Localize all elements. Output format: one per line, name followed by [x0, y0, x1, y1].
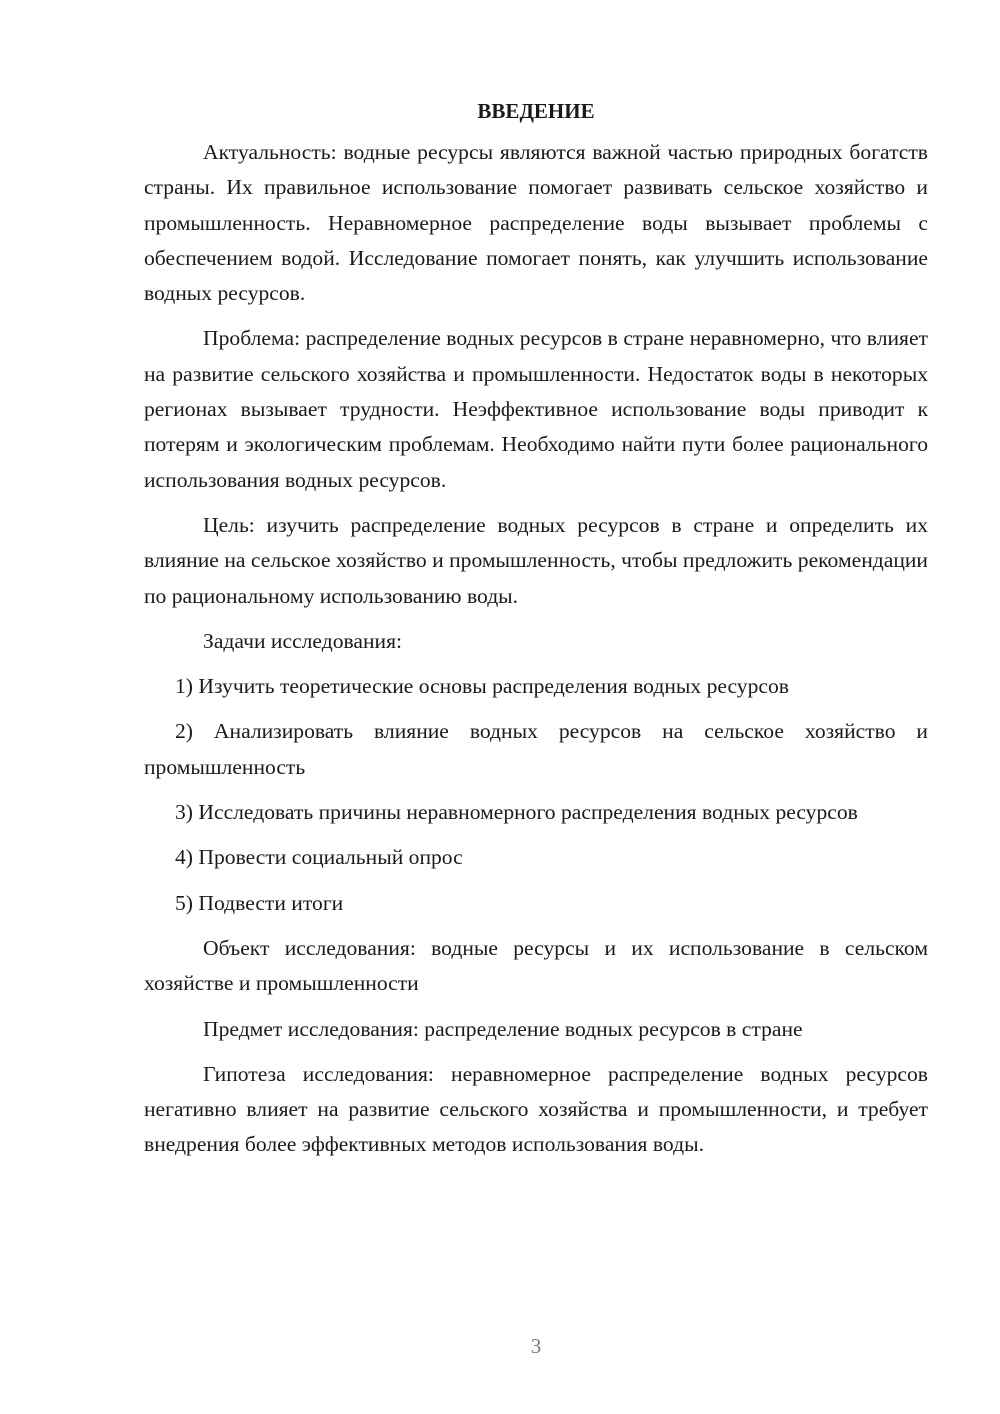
task-item-5: 5) Подвести итоги — [175, 890, 344, 915]
task-item-4: 4) Провести социальный опрос — [175, 845, 463, 870]
task-item-3: 3) Исследовать причины неравномерного распределения водных ресурсов — [175, 800, 858, 825]
paragraph-relevance: Актуальность: водные ресурсы являются важной частью природных богатств страны. Их правильное использование помогает развивать сельское хозяйство и промышленность. Неравномерное распределение воды вызывает проблемы с обеспечением водой. Исследование помогает понять, как улучшить использование водных ресурсов. — [144, 140, 928, 306]
paragraph-object: Объект исследования: водные ресурсы и их использование в сельском хозяйстве и промышленности — [144, 935, 928, 996]
paragraph-hypothesis: Гипотеза исследования: неравномерное распределение водных ресурсов негативно влияет на развитие сельского хозяйства и промышленности, и требует внедрения более эффективных методов использования воды. — [144, 1061, 928, 1157]
paragraph-problem: Проблема: распределение водных ресурсов в стране неравномерно, что влияет на развитие сельского хозяйства и промышленности. Недостаток воды в некоторых регионах вызывает трудности. Неэффективное использование воды приводит к потерям и экологическим проблемам. Необходимо найти пути более рационального использования водных ресурсов. — [144, 326, 928, 492]
task-item-1: 1) Изучить теоретические основы распределения водных ресурсов — [175, 674, 789, 699]
page-number: 3 — [530, 1334, 542, 1358]
section-title: ВВЕДЕНИЕ — [477, 99, 595, 123]
document-page — [144, 96, 928, 1163]
paragraph-goal: Цель: изучить распределение водных ресурсов в стране и определить их влияние на сельское хозяйство и промышленность, чтобы предложить рекомендации по рациональному использованию воды. — [144, 512, 928, 608]
tasks-heading: Задачи исследования: — [203, 628, 403, 653]
paragraph-subject: Предмет исследования: распределение водных ресурсов в стране — [203, 1016, 803, 1041]
task-item-2: 2) Анализировать влияние водных ресурсов на сельское хозяйство и промышленность — [144, 719, 928, 779]
